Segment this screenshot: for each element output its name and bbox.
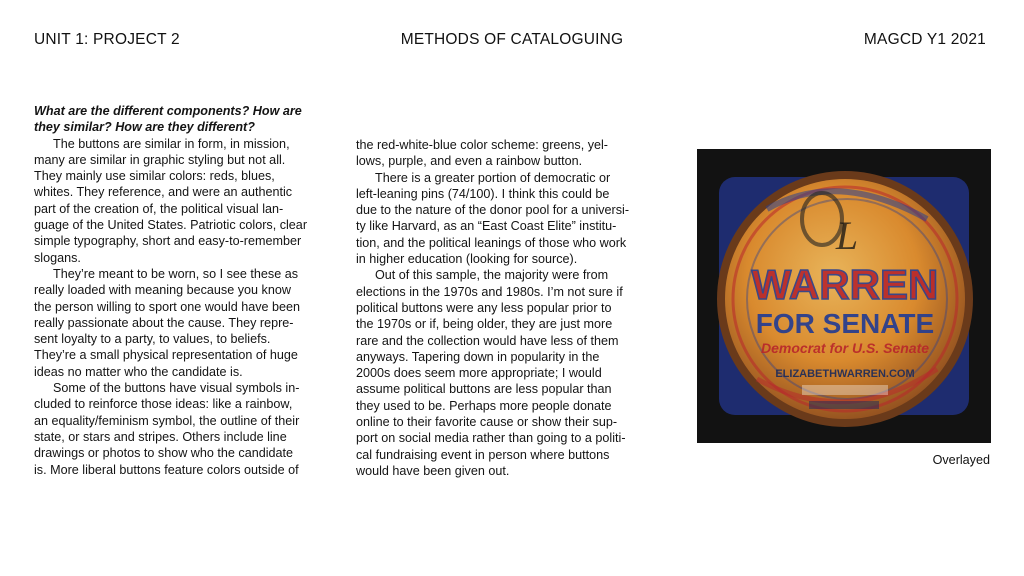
text-column-right	[356, 137, 644, 479]
button-text-line1: WARREN	[751, 261, 939, 308]
paragraph: the red-white-blue color scheme: greens, yel- lows, purple, and even a rainbow button.	[356, 138, 608, 169]
text-column-left	[34, 103, 322, 478]
paragraph: The buttons are similar in form, in mission, many are similar in graphic styling but not all. They mainly use similar colors: reds, blues, whites. They reference, and were an authentic part of the creation of, the political visual lan- guage of the United States. Patriotic colors, clear simple typography, short and easy-to-remember slogans.	[34, 136, 308, 265]
overlayed-buttons-image	[697, 149, 991, 443]
paragraph: Some of the buttons have visual symbols in- cluded to reinforce those ideas: like a rainbow, an equality/feminism symbol, the outline of their state, or stars and stripes. Others include line drawings or photos to show who the candidate is. More liberal buttons feature colors outside of	[34, 381, 300, 477]
button-text-line3: Democrat for U.S. Senate	[760, 340, 930, 356]
header-title: METHODS OF CATALOGUING	[400, 31, 624, 48]
button-text-line2: FOR SENATE	[755, 308, 935, 339]
header-unit-label: UNIT 1: PROJECT 2	[34, 31, 180, 48]
paragraph: There is a greater portion of democratic or left-leaning pins (74/100). I think this could be due to the nature of the donor pool for a universi- ty like Harvard, as an “East Coast Elite” institu- tion, and the political leanings of those who work in higher education (looking for source).	[356, 170, 630, 267]
button-collage-graphic	[697, 149, 991, 443]
paragraph: Out of this sample, the majority were from elections in the 1970s and 1980s. I’m not sure if political buttons were any less popular prior to the 1970s or if, being older, they are just more rare and the collection would have less of them anyways. Tapering down in popularity in the 2000s does seem more appropriate; I would assume political buttons are less popular than they used to be. Perhaps more people donate online to their favorite cause or show their sup- port on social media rather than going to a politi- cal fundraising event in person where buttons would have been given out.	[356, 268, 626, 478]
section-question: What are the different components? How are they similar? How are they different?	[34, 104, 302, 135]
figure-caption: Overlayed	[932, 453, 990, 467]
paragraph: They’re meant to be worn, so I see these as really loaded with meaning because you know the person willing to sport one would have been really passionate about the cause. They repre- sent loyalty to a party, to values, to beliefs. They’re a small physical representation of huge ideas no matter who the candidate is.	[34, 266, 301, 379]
button-text-line4: ELIZABETHWARREN.COM	[775, 368, 915, 380]
svg-text:L: L	[835, 213, 859, 258]
header-course-label: MAGCD Y1 2021	[863, 31, 986, 48]
